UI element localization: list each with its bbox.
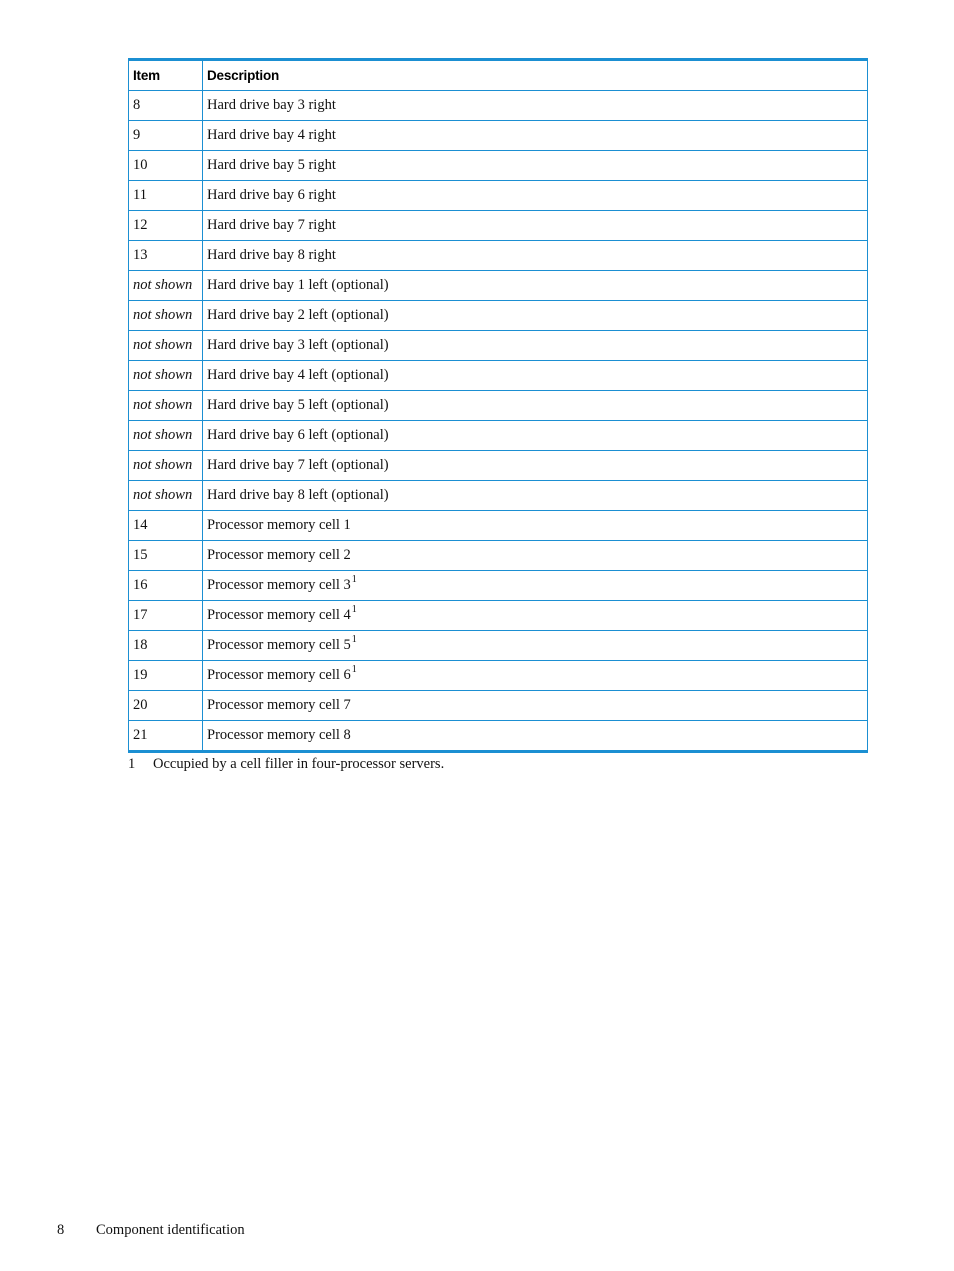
description-cell: [203, 691, 868, 721]
item-cell: 17: [129, 601, 203, 631]
description-cell: [203, 661, 868, 691]
description-cell: [203, 151, 868, 181]
table-row: [129, 121, 868, 151]
footnote-marker: 1: [351, 604, 357, 615]
description-cell: [203, 631, 868, 661]
table-row: [129, 481, 868, 511]
item-cell: 20: [129, 691, 203, 721]
description-text: Processor memory cell 7: [207, 697, 351, 713]
header-row: [129, 60, 868, 91]
description-text: Processor memory cell 2: [207, 547, 351, 563]
description-text: Hard drive bay 5 right: [207, 157, 336, 173]
table-row: [129, 541, 868, 571]
component-table-container: [128, 58, 867, 753]
item-cell: 12: [129, 211, 203, 241]
table-row: [129, 331, 868, 361]
description-cell: [203, 211, 868, 241]
item-cell: 15: [129, 541, 203, 571]
item-cell: not shown: [129, 361, 203, 391]
description-text: Hard drive bay 7 left (optional): [207, 457, 389, 473]
description-text: Hard drive bay 2 left (optional): [207, 307, 389, 323]
description-text: Processor memory cell 3: [207, 577, 351, 593]
item-cell: not shown: [129, 481, 203, 511]
description-text: Processor memory cell 8: [207, 727, 351, 743]
description-cell: [203, 271, 868, 301]
description-cell: [203, 451, 868, 481]
table-row: [129, 631, 868, 661]
description-cell: [203, 301, 868, 331]
description-cell: [203, 421, 868, 451]
description-cell: [203, 181, 868, 211]
item-cell: 19: [129, 661, 203, 691]
component-table: [128, 58, 868, 753]
item-cell: not shown: [129, 301, 203, 331]
table-row: [129, 721, 868, 752]
description-text: Processor memory cell 5: [207, 637, 351, 653]
description-cell: [203, 571, 868, 601]
description-text: Processor memory cell 1: [207, 517, 351, 533]
description-cell: [203, 361, 868, 391]
item-cell: 21: [129, 721, 203, 752]
table-row: [129, 241, 868, 271]
table-row: [129, 91, 868, 121]
header-description: Description: [203, 60, 868, 91]
description-cell: [203, 541, 868, 571]
table-row: [129, 691, 868, 721]
page-footer: [57, 1222, 245, 1239]
footer-section-title: Component identification: [96, 1222, 245, 1238]
description-cell: [203, 121, 868, 151]
table-row: [129, 151, 868, 181]
page-number: 8: [57, 1222, 65, 1238]
table-row: [129, 181, 868, 211]
item-cell: 10: [129, 151, 203, 181]
table-row: [129, 211, 868, 241]
item-cell: 13: [129, 241, 203, 271]
item-cell: 11: [129, 181, 203, 211]
description-text: Hard drive bay 1 left (optional): [207, 277, 389, 293]
description-text: Hard drive bay 7 right: [207, 217, 336, 233]
description-cell: [203, 481, 868, 511]
item-cell: not shown: [129, 421, 203, 451]
description-cell: [203, 721, 868, 752]
footnote-marker: 1: [351, 664, 357, 675]
item-cell: not shown: [129, 391, 203, 421]
description-text: Processor memory cell 6: [207, 667, 351, 683]
item-cell: not shown: [129, 331, 203, 361]
item-cell: 9: [129, 121, 203, 151]
table-row: [129, 451, 868, 481]
table-row: [129, 511, 868, 541]
table-row: [129, 661, 868, 691]
description-text: Hard drive bay 6 right: [207, 187, 336, 203]
description-cell: [203, 601, 868, 631]
footnote-number: 1: [128, 756, 136, 772]
table-row: [129, 271, 868, 301]
footnote-marker: 1: [351, 574, 357, 585]
item-cell: 8: [129, 91, 203, 121]
description-cell: [203, 391, 868, 421]
table-row: [129, 301, 868, 331]
description-text: Hard drive bay 6 left (optional): [207, 427, 389, 443]
description-cell: [203, 331, 868, 361]
description-text: Hard drive bay 8 left (optional): [207, 487, 389, 503]
table-row: [129, 361, 868, 391]
table-row: [129, 391, 868, 421]
description-cell: [203, 91, 868, 121]
description-text: Hard drive bay 4 left (optional): [207, 367, 389, 383]
footnote-text: Occupied by a cell filler in four-processor servers.: [153, 756, 445, 772]
footnote: [128, 756, 444, 773]
item-cell: not shown: [129, 271, 203, 301]
item-cell: 18: [129, 631, 203, 661]
item-cell: not shown: [129, 451, 203, 481]
footnote-marker: 1: [351, 634, 357, 645]
item-cell: 14: [129, 511, 203, 541]
description-text: Hard drive bay 4 right: [207, 127, 336, 143]
table-row: [129, 601, 868, 631]
table-row: [129, 571, 868, 601]
description-text: Hard drive bay 5 left (optional): [207, 397, 389, 413]
description-cell: [203, 511, 868, 541]
description-text: Hard drive bay 8 right: [207, 247, 336, 263]
description-text: Hard drive bay 3 left (optional): [207, 337, 389, 353]
description-text: Processor memory cell 4: [207, 607, 351, 623]
table-body: [129, 91, 868, 752]
item-cell: 16: [129, 571, 203, 601]
description-cell: [203, 241, 868, 271]
description-text: Hard drive bay 3 right: [207, 97, 336, 113]
table-header: [129, 60, 868, 91]
header-item: Item: [129, 60, 203, 91]
table-row: [129, 421, 868, 451]
